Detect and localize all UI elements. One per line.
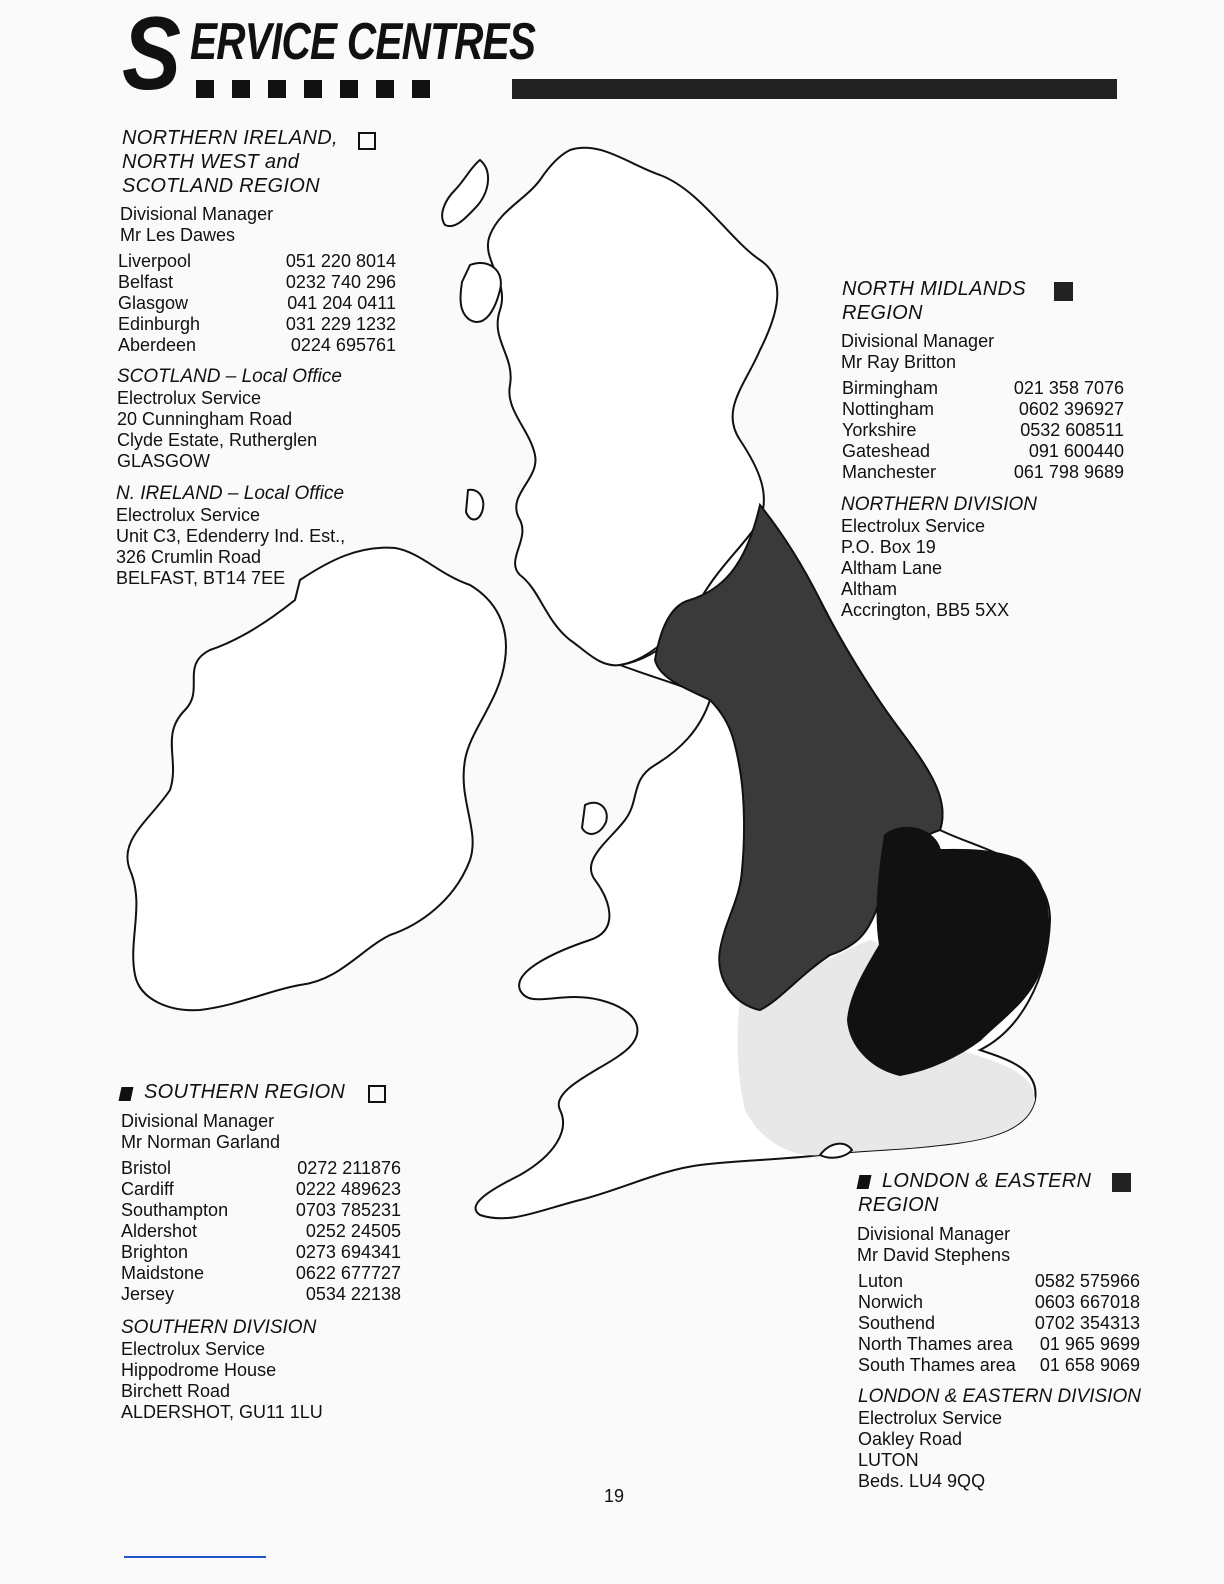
london-eastern-division-office — [858, 1386, 1158, 1492]
contact-city: Bristol — [121, 1158, 172, 1178]
manager-label: Divisional Manager — [120, 204, 274, 224]
office-line: Oakley Road — [858, 1429, 963, 1449]
region-legend-empty-box — [358, 132, 376, 150]
northern-ireland-contacts — [118, 251, 396, 356]
nireland-local-office — [116, 483, 416, 589]
contact-row — [121, 1179, 401, 1200]
contact-row — [121, 1263, 401, 1284]
office-line: Beds. LU4 9QQ — [858, 1471, 986, 1491]
office-line: 20 Cunningham Road — [117, 409, 293, 429]
office-line: GLASGOW — [117, 451, 211, 471]
contact-city: Brighton — [121, 1242, 189, 1262]
office-title: LONDON & EASTERN DIVISION — [858, 1386, 1141, 1407]
contact-row — [121, 1158, 401, 1179]
region-title-line-1 — [858, 1169, 1148, 1193]
region-legend-filled-box — [1054, 282, 1073, 301]
office-line: Electrolux Service — [117, 388, 262, 408]
office-line: LUTON — [858, 1450, 919, 1470]
office-line: Unit C3, Edenderry Ind. Est., — [116, 526, 346, 546]
contact-row — [118, 272, 396, 293]
contact-city: Jersey — [121, 1284, 175, 1304]
office-line: Electrolux Service — [858, 1408, 1003, 1428]
contact-city: Belfast — [118, 272, 174, 292]
contact-phone: 01 658 9069 — [1039, 1355, 1140, 1375]
contact-city: Edinburgh — [118, 314, 201, 334]
contact-city: Liverpool — [118, 251, 192, 271]
contact-phone: 0534 22138 — [305, 1284, 401, 1304]
contact-city: Yorkshire — [842, 420, 917, 440]
contact-city: Southampton — [121, 1200, 229, 1220]
office-title: N. IRELAND – Local Office — [116, 483, 345, 504]
contact-row — [858, 1313, 1140, 1334]
manager-name: Mr Les Dawes — [120, 225, 236, 245]
contact-row — [858, 1292, 1140, 1313]
contact-row — [118, 335, 396, 356]
contact-phone: 041 204 0411 — [287, 293, 396, 313]
contact-phone: 0702 354313 — [1034, 1313, 1140, 1333]
office-line: P.O. Box 19 — [841, 537, 936, 557]
contact-phone: 0252 24505 — [305, 1221, 401, 1241]
title-decoration-blocks — [196, 80, 430, 98]
skye-island — [460, 263, 500, 322]
manager-label: Divisional Manager — [841, 331, 995, 351]
southern-region — [120, 1080, 410, 1104]
bottom-rule — [124, 1556, 266, 1558]
contact-phone: 0224 695761 — [290, 335, 396, 355]
contact-row — [121, 1284, 401, 1305]
contact-row — [842, 420, 1124, 441]
region-legend-empty-box — [368, 1085, 386, 1103]
contact-phone: 0222 489623 — [295, 1179, 401, 1199]
contact-row — [858, 1271, 1140, 1292]
contact-city: Southend — [858, 1313, 936, 1333]
manager-label: Divisional Manager — [121, 1111, 275, 1131]
region-title-line-1: NORTH MIDLANDS — [842, 278, 1026, 300]
office-line: Electrolux Service — [841, 516, 986, 536]
region-title-line-2: REGION — [842, 302, 923, 324]
contact-phone: 061 798 9689 — [1013, 462, 1124, 482]
london-eastern-manager — [857, 1224, 1137, 1266]
manager-name: Mr Norman Garland — [121, 1132, 281, 1152]
contact-phone: 0622 677727 — [295, 1263, 401, 1283]
contact-city: Manchester — [842, 462, 937, 482]
contact-row — [858, 1334, 1140, 1355]
page-title: ERVICE CENTRES — [190, 13, 536, 71]
north-midlands-region — [842, 277, 1082, 325]
office-line: BELFAST, BT14 7EE — [116, 568, 286, 588]
contact-row — [121, 1200, 401, 1221]
contact-row — [121, 1242, 401, 1263]
office-line: Altham Lane — [841, 558, 943, 578]
contact-phone: 0532 608511 — [1020, 420, 1124, 440]
contact-row — [118, 314, 396, 335]
contact-city: Luton — [858, 1271, 904, 1291]
contact-city: Aberdeen — [118, 335, 197, 355]
contact-phone: 01 965 9699 — [1039, 1334, 1140, 1354]
title-decoration-bar — [512, 79, 1117, 99]
office-line: Accrington, BB5 5XX — [841, 600, 1010, 620]
region-title-line-2: REGION — [858, 1194, 939, 1216]
southern-manager — [121, 1111, 411, 1153]
office-line: Electrolux Service — [121, 1339, 266, 1359]
hebrides-island — [442, 160, 488, 226]
northern-ireland-region — [122, 126, 412, 198]
office-line: Hippodrome House — [121, 1360, 277, 1380]
office-title: SCOTLAND – Local Office — [117, 366, 342, 387]
region-title-text: LONDON & EASTERN — [882, 1170, 1092, 1192]
region-title-line-2: NORTH WEST and — [122, 151, 300, 173]
contact-city: Norwich — [858, 1292, 924, 1312]
region-legend-filled-box — [1112, 1173, 1131, 1192]
office-line: Electrolux Service — [116, 505, 261, 525]
region-title: SOUTHERN REGION — [144, 1081, 346, 1103]
manager-label: Divisional Manager — [857, 1224, 1011, 1244]
region-bullet — [119, 1087, 134, 1101]
contact-city: Aldershot — [121, 1221, 198, 1241]
title-initial: S — [122, 0, 181, 112]
london-eastern-region — [858, 1169, 1148, 1217]
page-number: 19 — [604, 1486, 625, 1506]
office-title: SOUTHERN DIVISION — [121, 1317, 317, 1338]
region-title-line-3: SCOTLAND REGION — [122, 175, 320, 197]
contact-row — [842, 462, 1124, 483]
contact-city: South Thames area — [858, 1355, 1016, 1375]
contact-phone: 0703 785231 — [295, 1200, 401, 1220]
contact-city: Maidstone — [121, 1263, 205, 1283]
office-line: 326 Crumlin Road — [116, 547, 262, 567]
isle-of-man — [582, 803, 607, 834]
contact-phone: 0603 667018 — [1034, 1292, 1140, 1312]
arran-island — [466, 490, 483, 520]
contact-city: Gateshead — [842, 441, 931, 461]
southern-contacts — [121, 1158, 401, 1305]
office-line: ALDERSHOT, GU11 1LU — [121, 1402, 323, 1422]
contact-city: Glasgow — [118, 293, 189, 313]
contact-phone: 0602 396927 — [1018, 399, 1124, 419]
contact-row — [858, 1355, 1140, 1376]
office-title: NORTHERN DIVISION — [841, 494, 1038, 515]
scotland-local-office — [117, 366, 417, 472]
region-title-line-1: NORTHERN IRELAND, — [122, 127, 338, 149]
ireland-outline — [127, 548, 506, 1011]
contact-phone: 0273 694341 — [295, 1242, 401, 1262]
region-bullet — [857, 1175, 872, 1189]
contact-phone: 021 358 7076 — [1013, 378, 1124, 398]
office-line: Altham — [841, 579, 898, 599]
north-midlands-contacts — [842, 378, 1124, 483]
northern-ireland-manager — [120, 204, 410, 246]
contact-phone: 031 229 1232 — [285, 314, 396, 334]
contact-row — [118, 293, 396, 314]
contact-row — [842, 399, 1124, 420]
contact-phone: 0582 575966 — [1034, 1271, 1140, 1291]
contact-row — [121, 1221, 401, 1242]
manager-name: Mr Ray Britton — [841, 352, 957, 372]
contact-city: Birmingham — [842, 378, 939, 398]
southern-division-office — [121, 1317, 421, 1423]
london-eastern-contacts — [858, 1271, 1140, 1376]
contact-city: North Thames area — [858, 1334, 1013, 1354]
contact-phone: 0232 740 296 — [285, 272, 396, 292]
northern-division-office — [841, 494, 1101, 621]
north-midlands-manager — [841, 331, 1101, 373]
contact-phone: 0272 211876 — [297, 1158, 401, 1178]
contact-row — [842, 378, 1124, 399]
contact-row — [118, 251, 396, 272]
office-line: Birchett Road — [121, 1381, 231, 1401]
manager-name: Mr David Stephens — [857, 1245, 1011, 1265]
contact-row — [842, 441, 1124, 462]
contact-city: Cardiff — [121, 1179, 174, 1199]
contact-phone: 051 220 8014 — [285, 251, 396, 271]
contact-city: Nottingham — [842, 399, 935, 419]
office-line: Clyde Estate, Rutherglen — [117, 430, 318, 450]
contact-phone: 091 600440 — [1028, 441, 1124, 461]
